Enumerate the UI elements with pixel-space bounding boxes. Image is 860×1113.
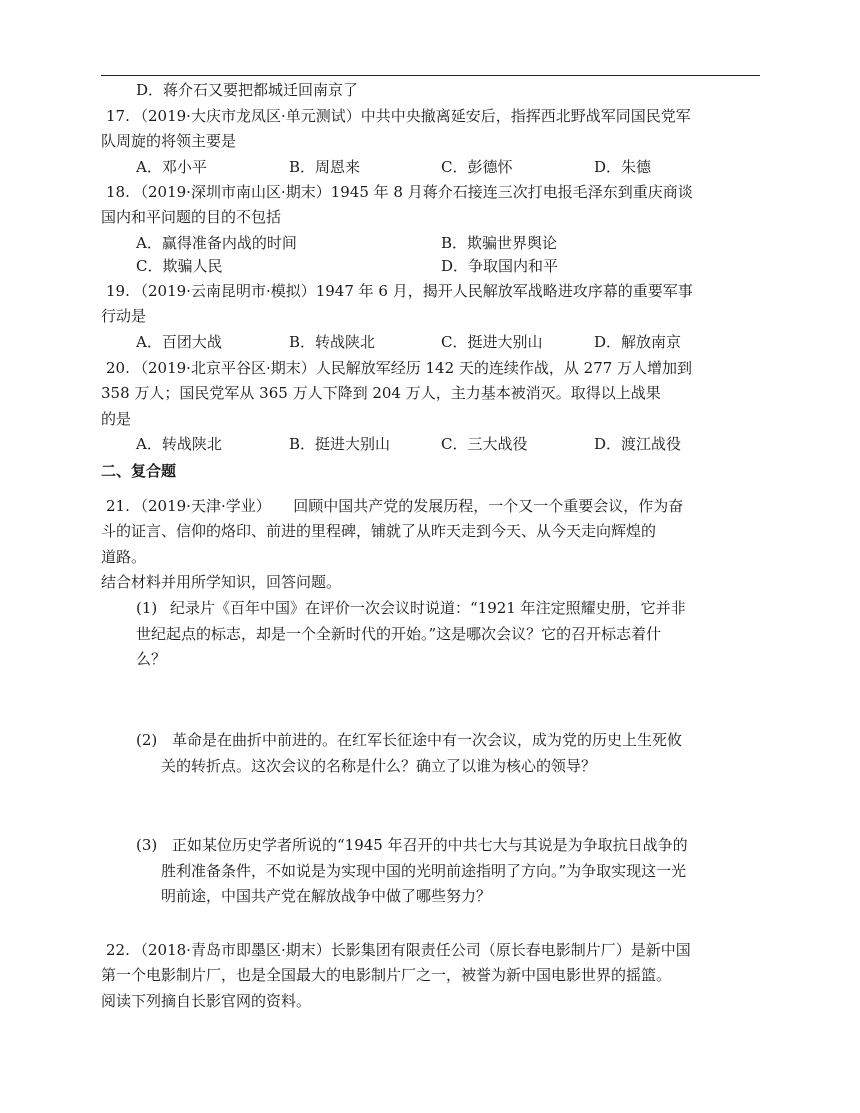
q20-option-a: A．转战陕北 xyxy=(136,435,222,453)
q17-number: 17. xyxy=(106,107,130,125)
q21-sub1-line3: 么？ xyxy=(136,650,167,668)
q18-option-c: C．欺骗人民 xyxy=(136,257,223,275)
q18-option-a: A．赢得准备内战的时间 xyxy=(136,234,297,252)
q19-option-a: A．百团大战 xyxy=(136,333,222,351)
q17-stem-line1: （2019·大庆市龙凤区·单元测试）中共中央撤离延安后，指挥西北野战军同国民党军 xyxy=(133,107,691,125)
q22-number: 22. xyxy=(106,941,130,959)
q17-option-c: C．彭德怀 xyxy=(441,158,513,176)
q21-sub2-number: (2) xyxy=(136,731,158,749)
q20-stem-line3: 的是 xyxy=(101,410,132,428)
q21-sub3-line1: 正如某位历史学者所说的“1945 年召开的中共七大与其说是为争取抗日战争的 xyxy=(172,836,688,854)
section-heading: 二、复合题 xyxy=(101,462,177,480)
q18-stem-line2: 国内和平问题的目的不包括 xyxy=(101,208,282,226)
q21-stem-line1: （2019·天津·学业） 回顾中国共产党的发展历程，一个又一个重要会议，作为奋 xyxy=(133,497,684,515)
q21-sub1-line1: 纪录片《百年中国》在评价一次会议时说道：“1921 年注定照耀史册，它并非 xyxy=(170,599,686,617)
q21-sub2-line2: 关的转折点。这次会议的名称是什么？确立了以谁为核心的领导？ xyxy=(161,757,597,775)
q21-sub1-number: (1) xyxy=(136,599,158,617)
q20-stem-line1: （2019·北京平谷区·期末）人民解放军经历 142 天的连续作战，从 277 万人增加到 xyxy=(133,359,693,377)
q17-option-d: D．朱德 xyxy=(594,158,652,176)
q17-option-a: A．邓小平 xyxy=(136,158,207,176)
q22-stem-line2: 第一个电影制片厂，也是全国最大的电影制片厂之一，被誉为新中国电影世界的摇篮。 xyxy=(101,966,672,984)
q19-option-b: B．转战陕北 xyxy=(289,333,376,351)
q20-option-d: D．渡江战役 xyxy=(594,435,682,453)
q19-number: 19. xyxy=(106,282,130,300)
q19-stem-line1: （2019·云南昆明市·模拟）1947 年 6 月，揭开人民解放军战略进攻序幕的重要军事 xyxy=(133,282,693,300)
q22-stem-line1: （2018·青岛市即墨区·期末）长影集团有限责任公司（原长春电影制片厂）是新中国 xyxy=(133,941,691,959)
q19-option-c: C．挺进大别山 xyxy=(441,333,543,351)
q20-option-b: B．挺进大别山 xyxy=(289,435,391,453)
q18-stem-line1: （2019·深圳市南山区·期末）1945 年 8 月蒋介石接连三次打电报毛泽东到重庆商谈 xyxy=(133,183,693,201)
q20-stem-line2: 358 万人；国民党军从 365 万人下降到 204 万人，主力基本被消灭。取得以上战果 xyxy=(101,384,661,402)
q21-instruction: 结合材料并用所学知识，回答问题。 xyxy=(101,573,342,591)
q20-option-c: C．三大战役 xyxy=(441,435,528,453)
header-rule xyxy=(101,75,760,76)
q20-number: 20. xyxy=(106,359,130,377)
q17-stem-line2: 队周旋的将领主要是 xyxy=(101,132,237,150)
q19-option-d: D．解放南京 xyxy=(594,333,682,351)
q21-sub3-line3: 明前途，中国共产党在解放战争中做了哪些努力？ xyxy=(161,887,492,905)
q21-stem-line2: 斗的证言、信仰的烙印、前进的里程碑，铺就了从昨天走到今天、从今天走向辉煌的 xyxy=(101,522,657,540)
q18-number: 18. xyxy=(106,183,130,201)
q21-sub2-line1: 革命是在曲折中前进的。在红军长征途中有一次会议，成为党的历史上生死攸 xyxy=(172,731,683,749)
q21-sub3-line2: 胜利准备条件，不如说是为实现中国的光明前途指明了方向。”为争取实现这一光 xyxy=(161,862,687,880)
q21-sub1-line2: 世纪起点的标志，却是一个全新时代的开始。”这是哪次会议？它的召开标志着什 xyxy=(136,625,662,643)
q21-stem-line3: 道路。 xyxy=(101,548,147,566)
q21-sub3-number: (3) xyxy=(136,836,158,854)
q17-option-b: B．周恩来 xyxy=(289,158,361,176)
q16-option-d: D．蒋介石又要把都城迁回南京了 xyxy=(136,81,359,99)
q19-stem-line2: 行动是 xyxy=(101,307,147,325)
q22-stem-line3: 阅读下列摘自长影官网的资料。 xyxy=(101,992,312,1010)
q18-option-b: B．欺骗世界舆论 xyxy=(441,234,558,252)
q21-number: 21. xyxy=(106,497,130,515)
q18-option-d: D．争取国内和平 xyxy=(441,257,559,275)
